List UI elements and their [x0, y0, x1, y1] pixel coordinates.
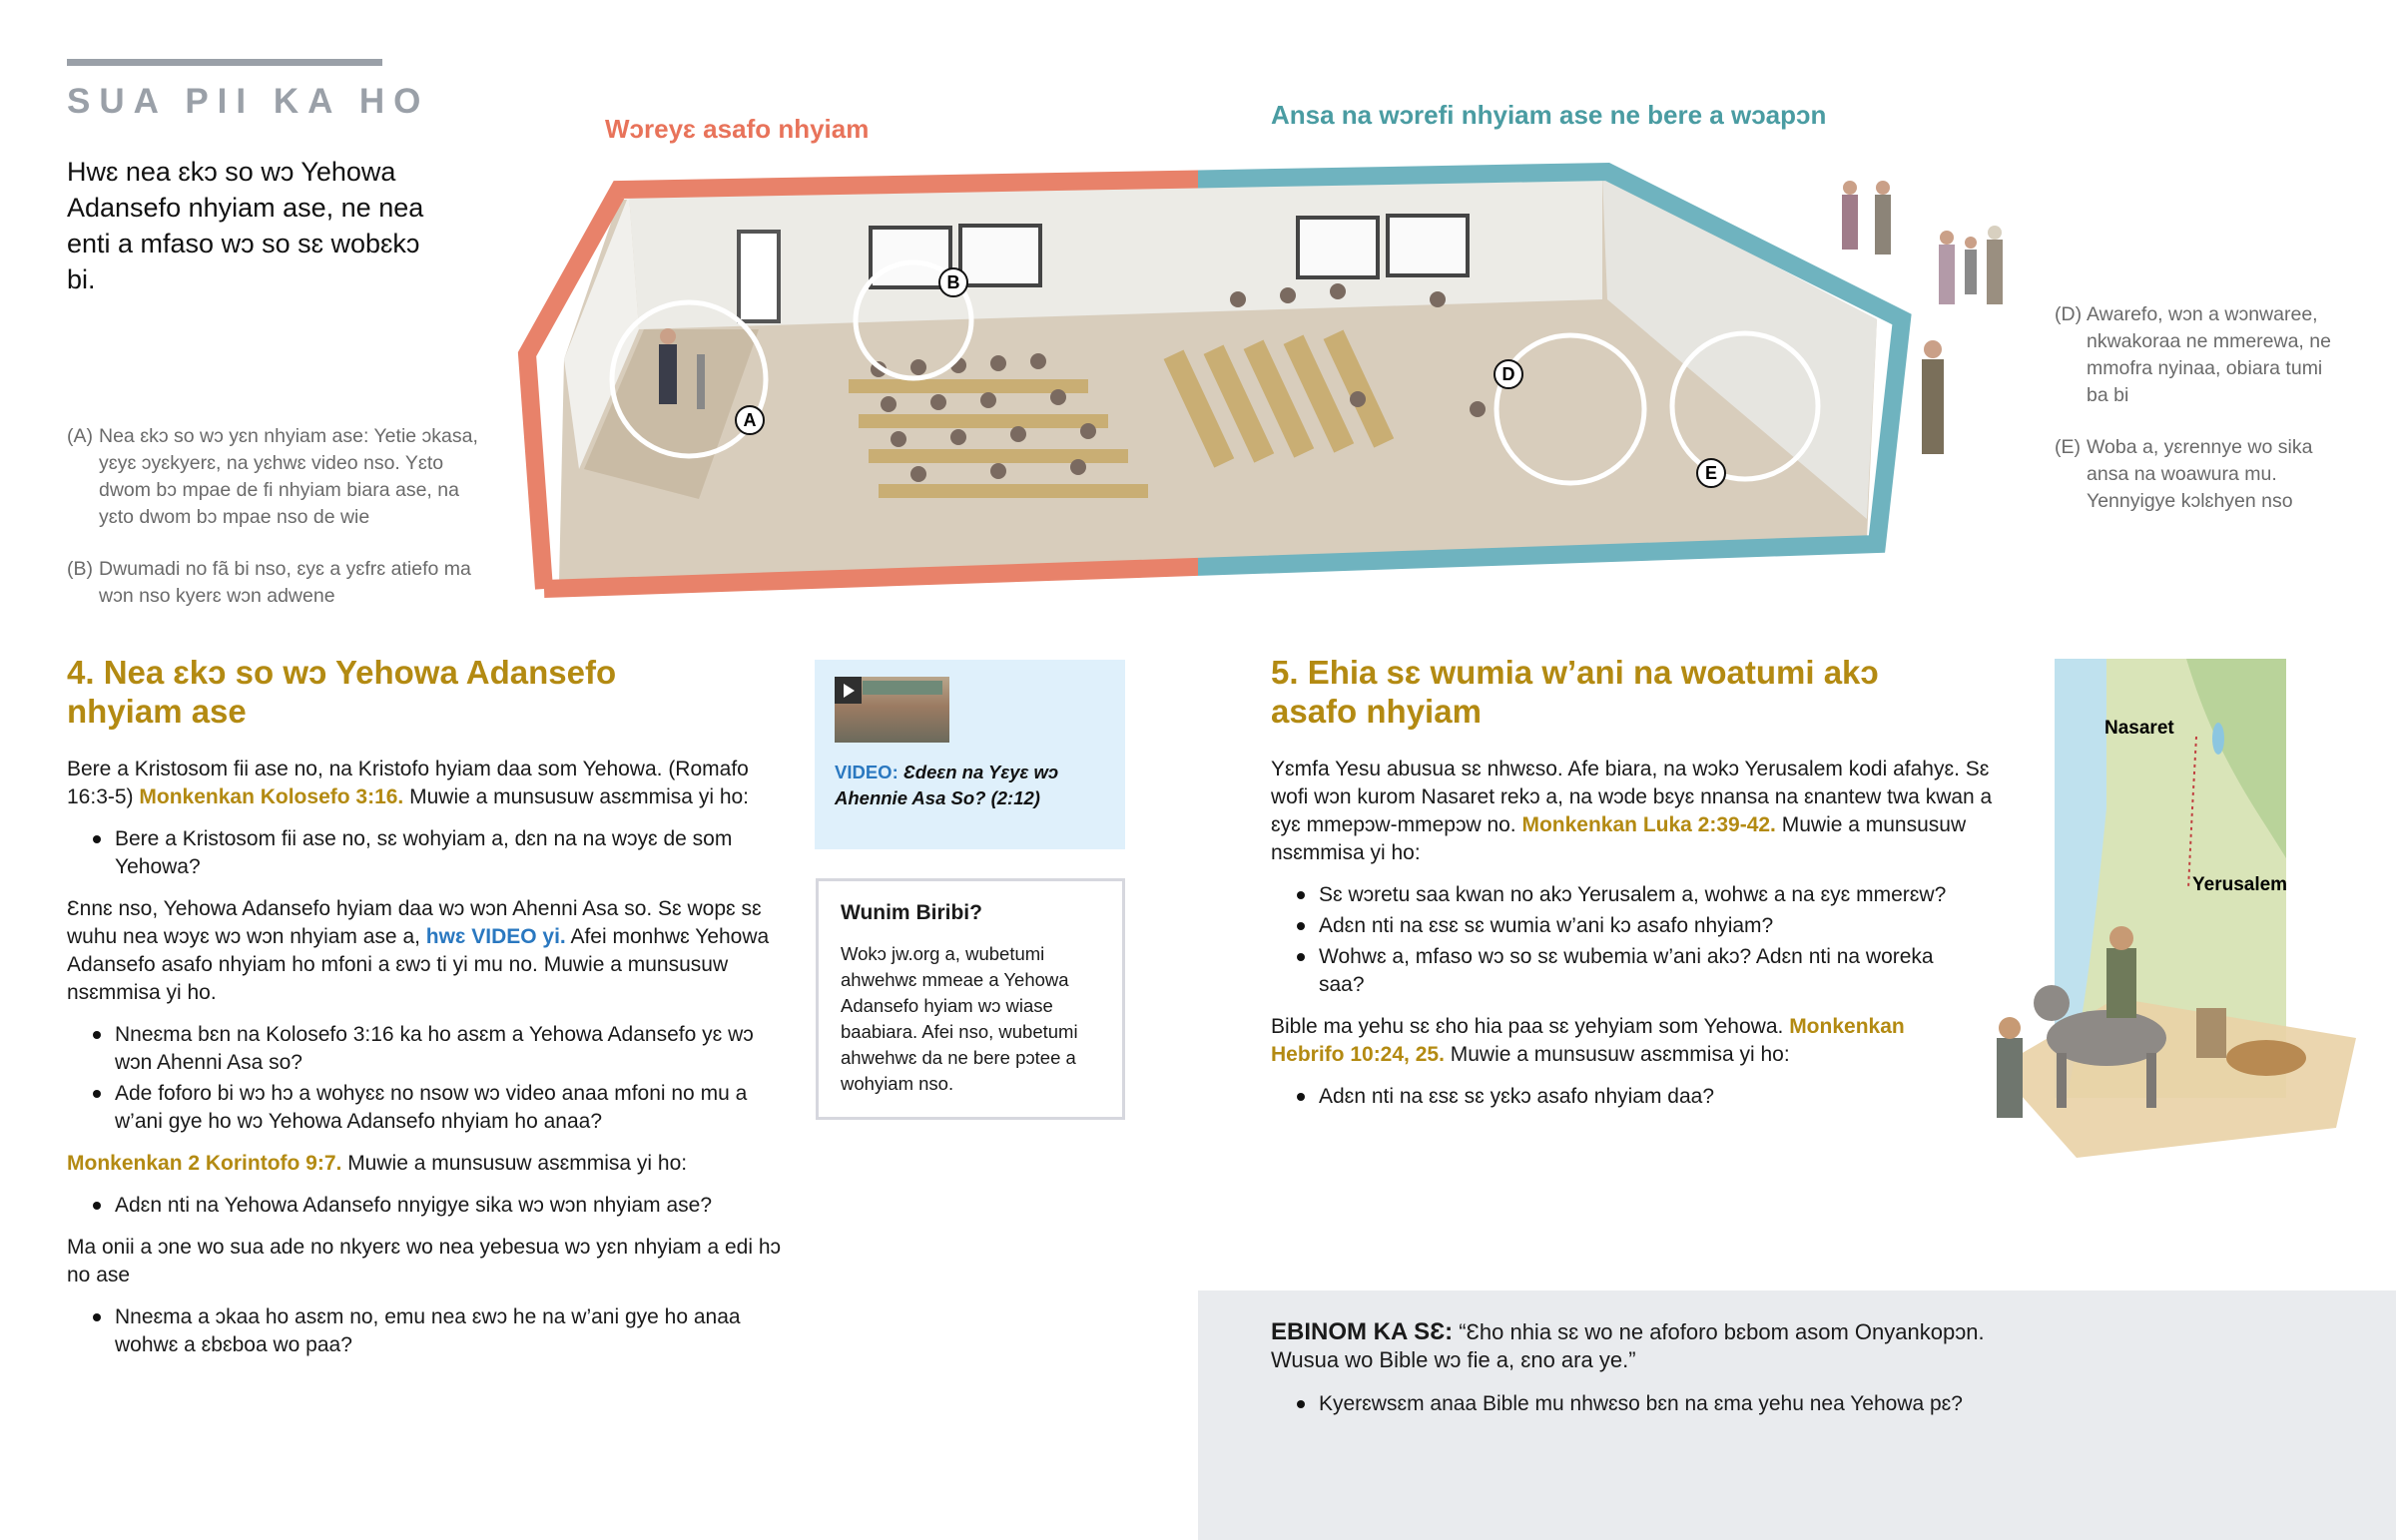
scripture-reference[interactable]: Monkenkan Kolosefo 3:16. — [139, 785, 404, 808]
question-item: Ade foforo bi wɔ hɔ a wohyɛɛ no nsow wɔ video anaa mfoni no mu a w’ani gye ho wɔ Yehowa Adansefo nhyiam ho anaa? — [115, 1080, 781, 1136]
illustration-caption-before-after: Ansa na wɔrefi nhyiam ase ne bere a wɔapɔn — [1271, 100, 1827, 130]
section-4-paragraph-2: Ɛnnɛ nso, Yehowa Adansefo hyiam daa wɔ wɔn Ahenni Asa so. Sɛ wopɛ sɛ wuhu nea wɔyɛ wɔ wɔn nhyiam ase a, hwɛ VIDEO yi. Afei monhwɛ Yehowa Adansefo asafo nhyiam ho mfoni a ɛwɔ ti yi mu no. Muwie a munsusuw nsɛmmisa yi ho. — [67, 897, 770, 1004]
question-item: Bere a Kristosom fii ase no, sɛ wohyiam a, dɛn na na wɔyɛ de som Yehowa? — [115, 825, 781, 881]
marker-b — [939, 268, 967, 296]
question-list — [1271, 881, 2010, 999]
scripture-reference[interactable]: Monkenkan 2 Korintofo 9:7. — [67, 1152, 342, 1175]
video-title: Ɛdeɛn na Yɛyɛ wɔ Ahennie Asa So? (2:12) — [835, 762, 1059, 808]
svg-text:E: E — [1704, 463, 1718, 483]
note-text: Nea ɛkɔ so wɔ yɛn nhyiam ase: Yetie ɔkasa, yɛyɛ ɔyɛkyerɛ, na yɛhwɛ video nso. Yɛto dwom bɔ mpae de fi nhyiam biara ase, na yɛto dwom bɔ mpae nso de wie — [99, 425, 478, 528]
video-card[interactable] — [815, 660, 1125, 849]
map-label-yerusalem: Yerusalem — [2192, 874, 2288, 895]
intro-text: Hwɛ nea ɛkɔ so wɔ Yehowa Adansefo nhyiam ase, ne nea enti a mfaso wɔ so sɛ wobɛkɔ bi. — [67, 157, 424, 294]
question-item: Wohwɛ a, mfaso wɔ so sɛ wubemia w’ani akɔ? Adɛn nti na woreka saa? — [1319, 943, 1938, 999]
ground — [1997, 998, 2356, 1158]
question-list — [67, 825, 781, 881]
section-4-heading: 4. Nea ɛkɔ so wɔ Yehowa Adansefo nhyiam ase — [67, 654, 617, 730]
section-5-paragraph-1: Yɛmfa Yesu abusua sɛ nhwɛso. Afe biara, na wɔkɔ Yerusalem kodi afahyɛ. Sɛ wofi wɔn kurom Nasaret rekɔ a, na wɔde bɛyɛ nnansa na ɛnantew twa kwan a ɛyɛ mmepɔw-mmepɔw no. Monkenkan Luka 2:39-42. Muwie a munsusuw nsɛmmisa yi ho: — [1271, 758, 1993, 864]
note-text: Woba a, yɛrennye wo sika ansa na woawura mu. Yennyigye kɔlɛhyen nso — [2087, 436, 2313, 512]
marker-d — [1495, 360, 1522, 388]
door — [739, 232, 779, 321]
scripture-reference[interactable]: Monkenkan Hebrifo 10:24, 25. — [1271, 1015, 1905, 1066]
svg-text:D: D — [1501, 364, 1515, 384]
question-list — [67, 1303, 781, 1359]
map-label-nasaret: Nasaret — [2104, 718, 2174, 739]
thumbnail-roof — [863, 681, 942, 695]
section-4-paragraph-1: Bere a Kristosom fii ase no, na Kristofo hyiam daa som Yehowa. (Romafo 16:3-5) Monkenkan Kolosefo 3:16. Muwie a munsusuw asɛmmisa yi ho: — [67, 758, 750, 808]
map-illustration — [1957, 659, 2376, 1238]
video-caption — [835, 760, 1104, 811]
section-4-body — [67, 756, 781, 1373]
play-icon[interactable] — [835, 677, 862, 704]
note-text: Awarefo, wɔn a wɔnwaree, nkwakoraa ne mmerewa, ne mmofra nyinaa, obiara tumi ba bi — [2087, 303, 2331, 406]
lake — [2212, 723, 2224, 755]
section-5-body — [1271, 756, 2010, 1125]
illustration-caption-during: Wɔreyɛ asafo nhyiam — [605, 114, 870, 144]
section-4-paragraph-3: Monkenkan 2 Korintofo 9:7. Muwie a munsusuw asɛmmisa yi ho: — [67, 1152, 688, 1175]
question-list — [67, 1192, 781, 1220]
video-thumbnail[interactable] — [835, 677, 949, 743]
section-5-heading: 5. Ehia sɛ wumia w’ani na woatumi akɔ asafo nhyiam — [1271, 654, 1879, 730]
summary-label: EBINOM KA SƐ: — [1271, 1318, 1454, 1345]
question-item: Adɛn nti na ɛsɛ sɛ wumia w’ani kɔ asafo nhyiam? — [1319, 912, 2010, 940]
question-item: Adɛn nti na ɛsɛ sɛ yɛkɔ asafo nhyiam daa? — [1319, 1083, 2010, 1111]
question-list — [67, 1021, 781, 1136]
window — [871, 228, 950, 287]
question-item: Sɛ wɔretu saa kwan no akɔ Yerusalem a, wohwɛ a na ɛyɛ mmerɛw? — [1319, 881, 2010, 909]
question-item: Adɛn nti na Yehowa Adansefo nnyigye sika wɔ wɔn nhyiam ase? — [115, 1192, 781, 1220]
window — [1298, 218, 1378, 277]
section-kicker: SUA PII KA HO — [67, 82, 430, 121]
question-item: Nneɛma a ɔkaa ho asɛm no, emu nea ɛwɔ he na w’ani gye ho anaa wohwɛ a ɛbɛboa wo paa? — [115, 1303, 781, 1359]
svg-text:A: A — [743, 410, 757, 430]
note-label: (D) — [2055, 303, 2083, 325]
summary-box — [1198, 1290, 2396, 1540]
note-label: (A) — [67, 425, 93, 447]
section-5-paragraph-2: Bible ma yehu sɛ ɛho hia paa sɛ yehyiam som Yehowa. Monkenkan Hebrifo 10:24, 25. Muwie a munsusuw asɛmmisa yi ho: — [1271, 1015, 1905, 1066]
summary-quote-text: “Ɛho nhia sɛ wo ne afoforo bɛbom asom Onyankopɔn. Wusua wo Bible wɔ fie a, ɛno ara ye.” — [1271, 1319, 1985, 1372]
did-you-know-text: Wokɔ jw.org a, wubetumi ahwehwɛ mmeae a Yehowa Adansefo hyiam wɔ wiase baabiara. Afei nso, wubetumi ahwehwɛ da ne bere pɔtee a wohyiam nso. — [841, 943, 1078, 1094]
note-label: (E) — [2055, 436, 2081, 458]
video-link[interactable]: hwɛ VIDEO yi. — [425, 925, 566, 948]
video-label: VIDEO: — [835, 762, 898, 782]
marker-e — [1697, 459, 1725, 487]
question-item: Kyerɛwsɛm anaa Bible mu nhwɛso bɛn na ɛma yehu nea Yehowa pɛ? — [1319, 1390, 2217, 1418]
marker-a — [736, 406, 764, 434]
note-label: (B) — [67, 558, 93, 580]
summary-quote — [1271, 1318, 2030, 1374]
note-text: Dwumadi no fã bi nso, ɛyɛ a yɛfrɛ atiefo ma wɔn nso kyerɛ wɔn adwene — [99, 558, 471, 607]
question-list — [1271, 1083, 2010, 1111]
did-you-know-title: Wunim Biribi? — [841, 901, 982, 924]
question-item: Nneɛma bɛn na Kolosefo 3:16 ka ho asɛm a Yehowa Adansefo yɛ wɔ wɔn Ahenni Asa so? — [115, 1021, 781, 1077]
window — [960, 226, 1040, 285]
section-4-paragraph-4: Ma onii a ɔne wo sua ade no nkyerɛ wo nea yebesua wɔ yɛn nhyiam a edi hɔ no ase — [67, 1236, 781, 1286]
question-list — [1271, 1390, 2217, 1421]
did-you-know-box — [816, 878, 1125, 1120]
svg-text:B: B — [946, 272, 960, 292]
basket — [2226, 1040, 2306, 1076]
window — [1388, 216, 1468, 275]
scripture-reference[interactable]: Monkenkan Luka 2:39-42. — [1521, 813, 1776, 836]
